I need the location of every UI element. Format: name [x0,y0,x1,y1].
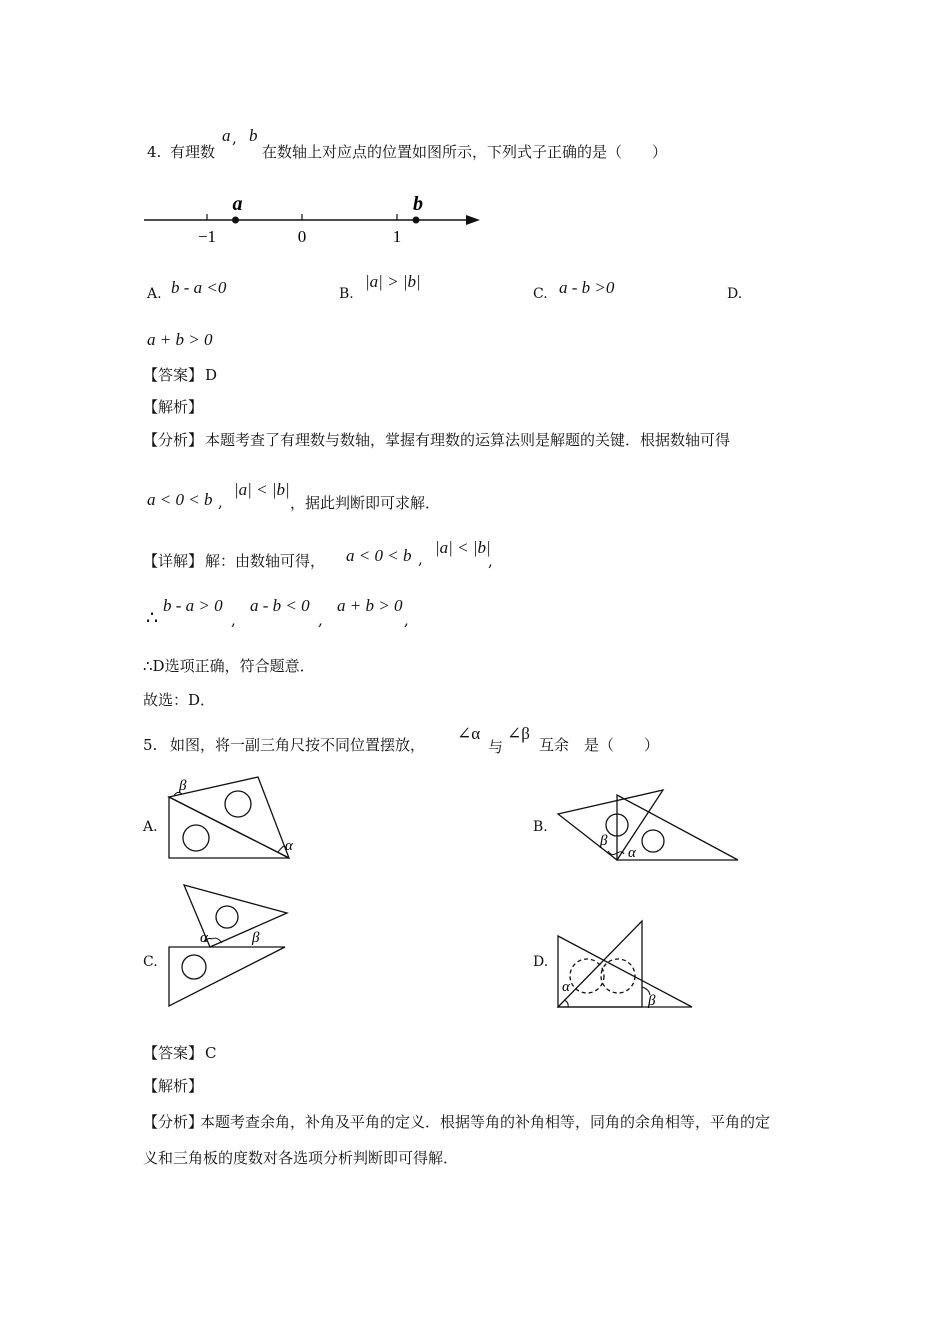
ruler-hole [570,959,604,993]
q4-number: 4. [147,143,162,161]
q4-option-b-label: B. [339,286,354,302]
angle-arc-alpha [278,846,284,852]
point-b-dot [413,217,420,224]
q5-number: 5. [143,736,158,754]
label-beta: β [179,778,187,794]
triangle-ruler-large [558,790,663,860]
q4-therefore-comma3: , [404,611,409,629]
tick-label: 0 [297,227,307,246]
q5-yu: 与 [488,738,504,756]
q4-option-d-expr: a + b > 0 [147,330,213,349]
q5-angle-alpha: ∠α [457,724,481,743]
label-alpha: α [200,930,208,946]
ruler-hole [642,830,664,852]
number-line-arrow [466,215,480,225]
q4-var-a: a [222,126,231,145]
q5-option-a-label: A. [143,819,158,835]
q4-detail-comma: , [418,550,423,568]
q4-stem-pre: 有理数 [170,143,216,161]
q4-fenxi-expr1: a < 0 < b [147,490,213,509]
q4-detail-expr1: a < 0 < b [346,546,412,565]
q5-answer: C [205,1044,217,1062]
q4-fenxi-tail: ，据此判断即可求解． [290,494,441,512]
ruler-hole [225,791,251,817]
q4-fenxi-comma: , [218,493,223,511]
q5-fenxi-tag: 【分析】 [143,1113,204,1131]
q5-fenxi-line1: 本题考查余角，补角及平角的定义．根据等角的补角相等，同角的余角相等，平角的定 [200,1113,771,1131]
q5-answer-tag: 【答案】 [143,1044,204,1062]
q5-option-d-label: D. [533,954,549,970]
figure-a [160,770,305,870]
label-alpha: α [562,979,570,995]
label-beta: β [648,993,656,1009]
q5-stem-post: 互余 是（ ） [539,736,660,754]
figure-b [550,790,750,870]
q4-option-a-expr: b - a <0 [171,278,227,297]
figure-d [550,915,700,1015]
label-alpha: α [285,838,293,854]
label-alpha: α [628,845,636,861]
q4-fenxi-tag: 【分析】 [143,431,204,449]
q4-detail-tag: 【详解】 [143,552,204,570]
q4-therefore-expr1: b - a > 0 [163,596,223,615]
q4-fenxi-text: 本题考查了有理数与数轴，掌握有理数的运算法则是解题的关键．根据数轴可得 [205,431,731,449]
ruler-hole [216,906,238,928]
q4-fenxi-expr2: |a| < |b| [234,480,290,499]
q4-option-c-expr: a - b >0 [559,278,615,297]
q4-option-b-expr: |a| > |b| [365,272,421,291]
figure-c [160,880,295,1010]
triangle-ruler-small [169,777,289,858]
ruler-hole [183,825,209,851]
q4-therefore-comma1: , [231,611,236,629]
ruler-hole [601,959,635,993]
q4-option-d-label: D. [727,286,743,302]
tick-label: 1 [392,227,402,246]
q5-fenxi-line2: 义和三角板的度数对各选项分析判断即可得解． [143,1149,459,1167]
q4-conclusion: ∴D选项正确，符合题意． [143,657,315,675]
q5-option-c-label: C. [143,954,158,970]
q5-option-b-label: B. [533,819,548,835]
number-line-ticks [198,214,401,246]
q4-therefore-comma2: , [318,611,323,629]
q4-therefore-expr3: a + b > 0 [337,596,403,615]
q4-answer-tag: 【答案】 [143,366,204,384]
number-line-figure [140,190,490,250]
q4-option-a-label: A. [147,286,162,302]
q4-therefore-expr2: a - b < 0 [250,596,310,615]
q4-therefore: ∴ [146,607,159,629]
q4-var-b: b [249,126,258,145]
label-beta: β [252,930,260,946]
q4-detail-text: 解：由数轴可得， [205,552,326,570]
label-beta: β [600,833,608,849]
q4-analysis-tag: 【解析】 [143,398,204,416]
q5-analysis-tag: 【解析】 [143,1077,204,1095]
q4-answer: D [205,366,218,384]
point-a-dot [232,217,239,224]
q5-stem-pre: 如图，将一副三角尺按不同位置摆放， [170,736,426,754]
q4-choose: 故选：D． [143,691,216,709]
number-line-points [232,193,423,224]
point-b-label: b [413,193,423,215]
q4-var-comma: , [232,129,237,147]
triangle-ruler-large [558,936,692,1007]
q4-detail-end: , [488,552,493,570]
q4-detail-expr2: |a| < |b| [435,538,491,557]
q4-stem-post: 在数轴上对应点的位置如图所示，下列式子正确的是（ ） [262,143,668,161]
point-a-label: a [232,193,243,215]
tick-label: −1 [197,227,217,246]
q5-angle-beta: ∠β [507,724,530,743]
q4-option-c-label: C. [533,286,548,302]
ruler-hole [182,955,206,979]
